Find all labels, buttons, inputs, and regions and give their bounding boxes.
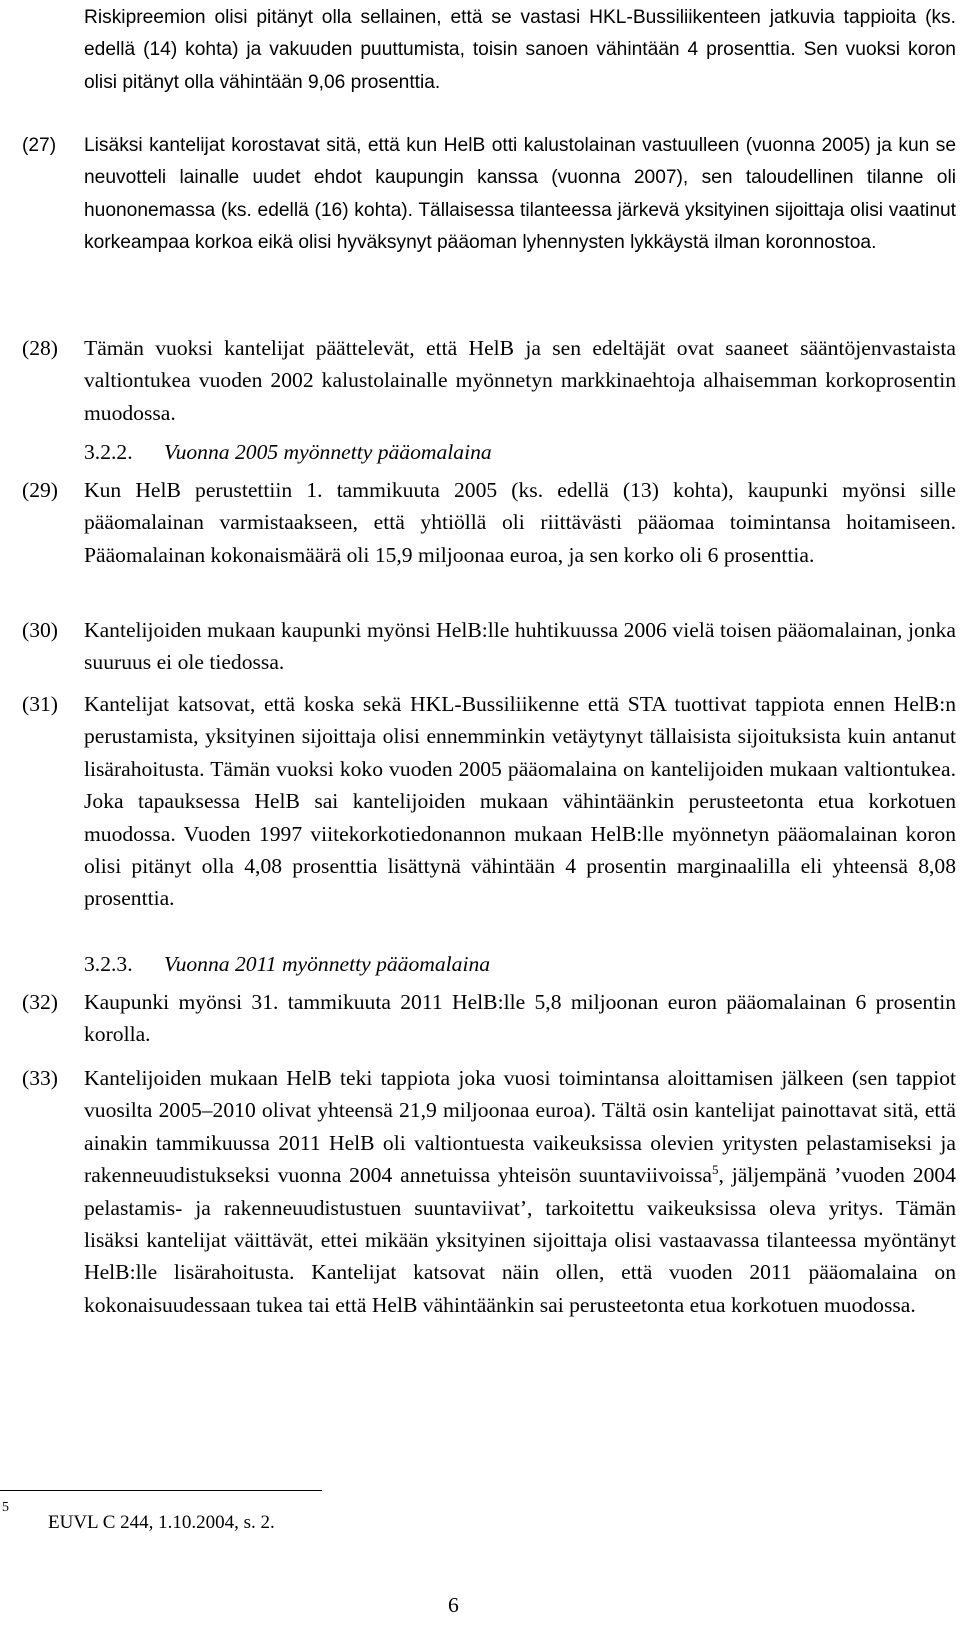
section-number: 3.2.3. bbox=[84, 952, 133, 976]
paragraph-30 bbox=[0, 614, 960, 679]
section-title: Vuonna 2011 myönnetty pääomalaina bbox=[164, 952, 491, 976]
paragraph-text: Tämän vuoksi kantelijat päättelevät, että HelB ja sen edeltäjät ovat saaneet sääntöjenvastaista valtiontukea vuoden 2002 kalustolainalle myönnetyn markkinaehtoja alhaisemman korkoprosentin muodossa. bbox=[84, 336, 956, 425]
paragraph-number: (31) bbox=[22, 692, 58, 716]
continued-paragraph bbox=[84, 2, 956, 99]
paragraph-text: Kantelijoiden mukaan kaupunki myönsi HelB:lle huhtikuussa 2006 vielä toisen pääomalainan, jonka suuruus ei ole tiedossa. bbox=[84, 618, 956, 675]
section-title: Vuonna 2005 myönnetty pääomalaina bbox=[164, 440, 492, 464]
paragraph-text-before-note: Kantelijoiden mukaan HelB teki tappiota joka vuosi toimintansa aloittamisen jälkeen (sen tappiot vuosilta 2005–2010 olivat yhteensä 21,9 miljoonaa euroa). Tältä osin kantelijat painottavat sitä, että ainakin tammikuussa 2011 HelB oli valtiontuesta vaikeuksissa olevien yritysten pelastamiseksi ja rakenneuudistukseksi vuonna 2004 annetuissa yhteisön suuntaviivoissa bbox=[84, 1066, 956, 1188]
paragraph-text: Kantelijat katsovat, että koska sekä HKL-Bussiliikenne että STA tuottivat tappiota ennen HelB:n perustamista, yksityinen sijoittaja olisi ennemminkin vetäytynyt tällaisista sijoituksista kuin antanut lisärahoitusta. Tämän vuoksi koko vuoden 2005 pääomalaina on kantelijoiden mukaan valtiontukea. Joka tapauksessa HelB sai kantelijoiden mukaan vähintäänkin perusteetonta etua korkotuen muodossa. Vuoden 1997 viitekorkotiedonannon mukaan HelB:lle myönnetyn pääomalainan koron olisi pitänyt olla 4,08 prosenttia lisättynä vähintään 4 prosentin marginaalilla eli yhteensä 8,08 prosenttia. bbox=[84, 692, 956, 911]
paragraph-27 bbox=[0, 130, 960, 260]
section-number: 3.2.2. bbox=[84, 440, 133, 464]
paragraph-29 bbox=[0, 474, 960, 571]
paragraph-number: (29) bbox=[22, 478, 58, 502]
paragraph-31 bbox=[0, 688, 960, 915]
section-heading-3-2-3 bbox=[84, 948, 490, 980]
paragraph-33 bbox=[0, 1062, 960, 1321]
footnote-mark: 5 bbox=[2, 1500, 9, 1515]
paragraph-32 bbox=[0, 986, 960, 1051]
paragraph-number: (32) bbox=[22, 990, 58, 1014]
section-heading-3-2-2 bbox=[84, 436, 492, 468]
continued-paragraph-part-1: Riskipreemion olisi pitänyt olla sellainen, että se vastasi HKL-Bussiliikenteen jatkuvia tappioita (ks. edellä (14) kohta) ja vakuuden puuttumista, toisin sanoen vähintään 4 prosenttia. bbox=[84, 7, 956, 61]
paragraph-number: (27) bbox=[22, 135, 57, 156]
paragraph-text: Lisäksi kantelijat korostavat sitä, että kun HelB otti kalustolainan vastuulleen (vuonna 2005) ja kun se neuvotteli lainalle uudet ehdot kaupungin kanssa (vuonna 2007), sen taloudellinen tilanne oli huononemassa (ks. edellä (16) kohta). Tällaisessa tilanteessa järkevä yksityinen sijoittaja olisi vaatinut korkeampaa korkoa eikä olisi hyväksynyt pääoman lyhennysten lykkäystä ilman koronnostoa. bbox=[84, 135, 956, 254]
paragraph-text: Kaupunki myönsi 31. tammikuuta 2011 HelB:lle 5,8 miljoonan euron pääomalainan 6 prosentin korolla. bbox=[84, 990, 956, 1047]
footnote-text: EUVL C 244, 1.10.2004, s. 2. bbox=[48, 1512, 275, 1533]
paragraph-text: Kun HelB perustettiin 1. tammikuuta 2005 (ks. edellä (13) kohta), kaupunki myönsi sille pääomalainan varmistaakseen, että yhtiöllä oli riittävästi pääomaa toimintansa hoitamiseen. Pääomalainan kokonaismäärä oli 15,9 miljoonaa euroa, ja sen korko oli 6 prosenttia. bbox=[84, 478, 956, 567]
paragraph-number: (28) bbox=[22, 336, 58, 360]
paragraph-number: (30) bbox=[22, 618, 58, 642]
footnote-separator bbox=[0, 1490, 322, 1491]
paragraph-text bbox=[84, 1062, 956, 1321]
paragraph-28 bbox=[0, 332, 960, 429]
continued-paragraph-part-2: Sen vuoksi koron olisi pitänyt olla vähintään 9,06 prosenttia. bbox=[84, 39, 956, 93]
paragraph-number: (33) bbox=[22, 1066, 58, 1090]
paragraph-text-after-note: , jäljempänä ’vuoden 2004 pelastamis- ja rakenneuudistustuen suuntaviivat’, tarkoitettu vaikeuksissa oleva yritys. Tämän lisäksi kantelijat väittävät, ettei mikään yksityinen sijoittaja olisi vastaavassa tilanteessa myöntänyt HelB:lle lisärahoitusta. Kantelijat katsovat näin ollen, että vuoden 2011 pääomalaina on kokonaisuudessaan tukea tai että HelB vähintäänkin sai perusteetonta etua korkotuen muodossa. bbox=[84, 1163, 956, 1317]
page-number: 6 bbox=[448, 1593, 459, 1617]
footnote-reference[interactable]: 5 bbox=[711, 1162, 719, 1178]
